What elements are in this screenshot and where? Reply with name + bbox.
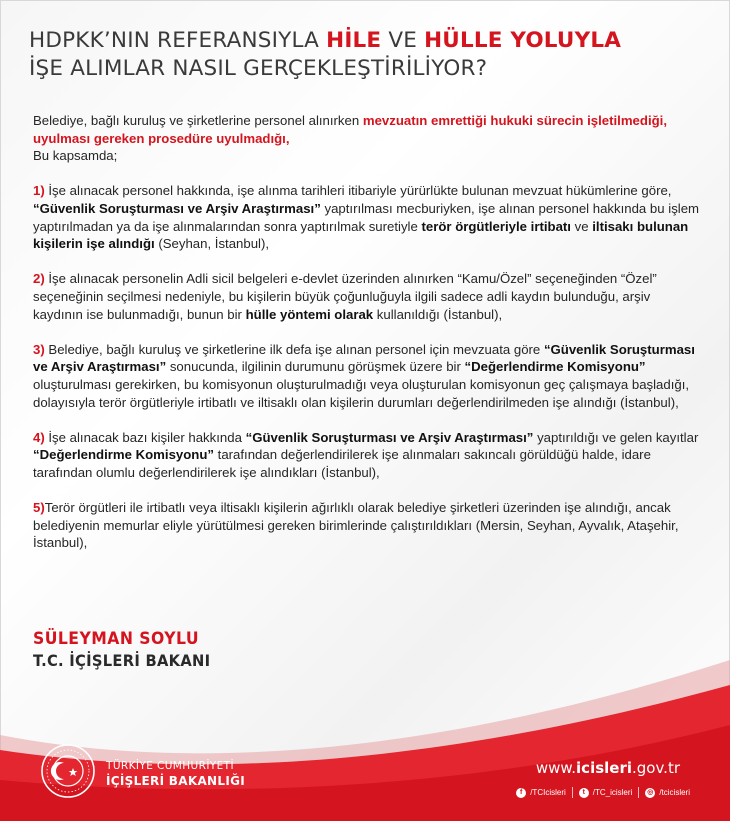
item-text: İşe alınacak personel hakkında, işe alınma tarihleri itibariyle yürürlükte bulunan mevzuat hükümlerine göre,: [44, 183, 672, 199]
website-domain: icisleri: [576, 759, 632, 777]
item-text: ve: [570, 218, 593, 234]
intro-highlight: mevzuatın emrettiği hukuki sürecin işletilmediği, uyulması gereken prosedüre uyulmadığı,: [33, 113, 667, 146]
item-bold: hülle yöntemi olarak: [245, 306, 374, 322]
item-text: sonucunda, ilgilinin durumunu görüşmek üzere bir: [166, 359, 465, 375]
ministry-name-bottom: İÇİŞLERİ BAKANLIĞI: [106, 774, 245, 788]
item-bold: iltisakı bulunan kişilerin işe alındığı: [33, 218, 689, 252]
item-text: İşe alınacak bazı kişiler hakkında: [44, 429, 246, 445]
website-prefix: www.: [535, 759, 577, 777]
website-suffix: .gov.tr: [632, 759, 680, 777]
item-number: 3): [33, 341, 45, 357]
social-handle: /tcicisleri: [659, 788, 690, 797]
item-text: (Seyhan, İstanbul),: [154, 236, 270, 252]
item-number: 1): [33, 183, 45, 199]
item-text: yaptırılması mecburiyken, işe alınan personel hakkında bu işlem yaptırılmadan ya da işe alınmalarından sonra yaptırılmak suretiyle: [33, 200, 700, 234]
instagram-icon: ◎: [647, 788, 654, 796]
title-line-2: İŞE ALIMLAR NASIL GERÇEKLEŞTİRİLİYOR?: [29, 56, 488, 81]
intro-text: Belediye, bağlı kuruluş ve şirketlerine personel alınırken: [33, 113, 363, 128]
item-4: [33, 429, 703, 482]
signature-name: SÜLEYMAN SOYLU: [33, 629, 200, 649]
facebook-icon: f: [516, 788, 526, 798]
ministry-emblem-icon: [40, 743, 96, 799]
title-line-1: [29, 27, 709, 55]
social-links: [516, 787, 690, 798]
title-text: HDPKK’NIN REFERANSIYLA: [29, 28, 327, 53]
item-5: [33, 499, 703, 552]
item-2: [33, 270, 703, 323]
title-text: VE: [381, 28, 425, 53]
social-instagram[interactable]: [645, 788, 690, 798]
document-body: [33, 112, 703, 569]
item-bold: “Değerlendirme Komisyonu”: [33, 447, 214, 463]
item-bold: “Güvenlik Soruşturması ve Arşiv Araştırması”: [33, 341, 695, 375]
page-title: [29, 27, 709, 83]
item-text: İşe alınacak personelin Adli sicil belgeleri e-devlet üzerinden alınırken “Kamu/Özel” seçeneğinden “Özel” seçeneğinin seçilmesi nedeniyle, bu kişilerin büyük çoğunluğuyla ilgili sadece adli kaydın bulunduğu, arşiv kaydının ise bulunmadığı, bunun bir: [33, 271, 657, 322]
item-number: 2): [33, 271, 45, 287]
divider: [572, 787, 573, 798]
item-text: kullanıldığı (İstanbul),: [373, 306, 503, 322]
signature-role: T.C. İÇİŞLERİ BAKANI: [33, 651, 211, 670]
social-twitter[interactable]: [579, 788, 633, 798]
website-link[interactable]: [536, 759, 680, 777]
item-bold: “Güvenlik Soruşturması ve Arşiv Araştırması”: [245, 429, 534, 445]
ministry-name-top: TÜRKİYE CUMHURİYETİ: [106, 760, 234, 772]
item-number: 4): [33, 429, 45, 445]
item-text: tarafından değerlendirilerek işe alınmaları sakıncalı görüldüğü halde, idare tarafından olumlu değerlendirilerek işe alındıkları (İstanbul),: [33, 447, 651, 480]
item-text: oluşturulması gerekirken, bu komisyonun oluşturulmadığı veya oluşturulan komisyonun geç çalışmaya başladığı, dolayısıyla terör örgütleriyle irtibatlı ve iltisaklı olan kişilerin durumları değerlendirilmeden işe alındığı (İstanbul),: [33, 376, 690, 410]
intro-scope: Bu kapsamda;: [33, 148, 118, 164]
title-highlight-hile: HİLE: [326, 28, 382, 53]
title-highlight-hulle: HÜLLE YOLUYLA: [424, 28, 622, 53]
item-bold: “Güvenlik Soruşturması ve Arşiv Araştırması”: [33, 200, 321, 216]
item-bold: terör örgütleriyle irtibatı: [421, 218, 571, 234]
item-1: [33, 182, 703, 252]
ministry-name: [106, 759, 245, 789]
social-facebook[interactable]: [516, 788, 566, 798]
twitter-icon: t: [579, 788, 589, 798]
item-text: Terör örgütleri ile irtibatlı veya iltisaklı kişilerin ağırlıklı olarak belediye şirketleri üzerinden işe alındığı, ancak belediyenin memurlar eliyle yürütülmesi gereken birimlerinde çalıştırıldıkları (Mersin, Seyhan, Ayvalık, Ataşehir, İstanbul),: [33, 500, 679, 551]
divider: [638, 787, 639, 798]
item-number: 5): [33, 500, 45, 516]
intro-paragraph: [33, 112, 703, 165]
item-text: Belediye, bağlı kuruluş ve şirketlerine ilk defa işe alınan personel için mevzuata göre: [44, 341, 544, 357]
social-handle: /TCIcisleri: [530, 788, 566, 797]
item-3: [33, 341, 703, 411]
social-handle: /TC_icisleri: [592, 788, 633, 797]
item-text: yaptırıldığı ve gelen kayıtlar: [533, 429, 699, 445]
item-bold: “Değerlendirme Komisyonu”: [464, 359, 646, 375]
